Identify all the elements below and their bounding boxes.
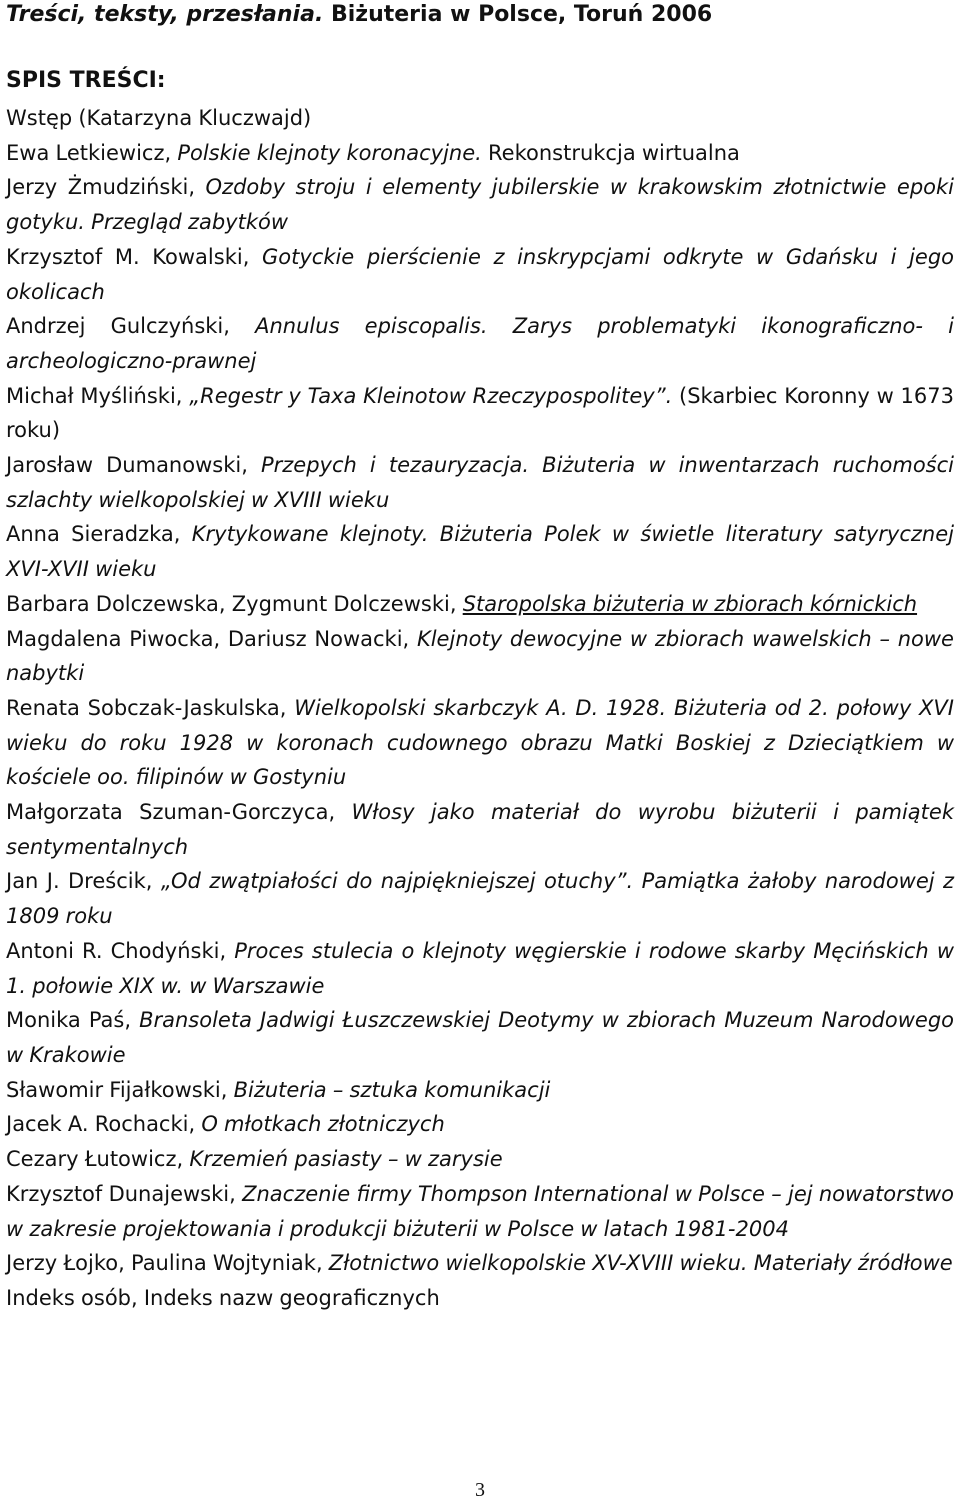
entry-title: Klejnoty dewocyjne w zbiorach wawelskich – nowe nabytki — [6, 626, 954, 686]
entry-title: Wielkopolski skarbczyk A. D. 1928. Biżuteria od 2. połowy XVI wieku do roku 1928 w koronach cudownego obrazu Matki Boskiej z Dzieciątkiem w kościele oo. filipinów w Gostyniu — [6, 695, 954, 790]
entry-title: Przepych i tezauryzacja. Biżuteria w inwentarzach ruchomości szlachty wielkopolskiej w XVIII wieku — [6, 453, 954, 512]
entry-author: Barbara Dolczewska, Zygmunt Dolczewski, — [6, 591, 463, 616]
entry-author: Andrzej Gulczyński, — [6, 314, 256, 339]
toc-entry — [6, 1107, 954, 1142]
toc-entry — [6, 691, 954, 795]
entry-title: Włosy jako materiał do wyrobu biżuterii i pamiątek sentymentalnych — [6, 800, 954, 859]
entry-author: Jarosław Dumanowski, — [6, 453, 261, 478]
entry-author: Jerzy Żmudziński, — [6, 175, 206, 200]
toc-entry — [6, 587, 954, 622]
entry-title: Staropolska biżuteria w zbiorach kórnickich — [462, 591, 918, 616]
entry-author: Jan J. Dreścik, — [6, 869, 161, 894]
entry-author: Renata Sobczak-Jaskulska, — [6, 695, 295, 720]
entry-author: Anna Sieradzka, — [6, 522, 192, 547]
toc-entry — [6, 170, 954, 239]
toc-entry — [6, 934, 954, 1003]
entry-author: Michał Myśliński, — [6, 383, 190, 408]
entry-author: Krzysztof Dunajewski, — [6, 1181, 243, 1206]
toc-entry — [6, 795, 954, 864]
toc-entry — [6, 240, 954, 309]
entry-title: Proces stulecia o klejnoty węgierskie i rodowe skarby Męcińskich w 1. połowie XIX w. w Warszawie — [6, 938, 954, 998]
entry-author: Antoni R. Chodyński, — [6, 938, 235, 963]
toc-entry — [6, 1142, 954, 1177]
entry-author: Krzysztof M. Kowalski, — [6, 244, 262, 269]
entry-title: Annulus episcopalis. Zarys problematyki ikonograficzno- i archeologiczno-prawnej — [6, 314, 954, 373]
toc-heading: SPIS TREŚCI: — [6, 68, 166, 93]
entry-author: Małgorzata Szuman-Gorczyca, — [6, 800, 352, 825]
book-header — [6, 0, 712, 30]
entry-title: „Regestr y Taxa Kleinotow Rzeczypospolitey”. — [189, 383, 673, 408]
toc-entry — [6, 517, 954, 586]
page-number: 3 — [475, 1479, 485, 1501]
entry-title: Krytykowane klejnoty. Biżuteria Polek w świetle literatury satyrycznej XVI-XVII wieku — [6, 522, 954, 582]
entry-author: Jerzy Łojko, Paulina Wojtyniak, — [6, 1251, 329, 1276]
entry-title: Złotnictwo wielkopolskie XV-XVIII wieku. Materiały źródłowe — [328, 1251, 953, 1276]
toc-entry — [6, 1177, 954, 1246]
toc-entry — [6, 1281, 954, 1316]
entry-title: Krzemień pasiasty – w zarysie — [189, 1147, 503, 1172]
header-italic-part: Treści, teksty, przesłania. — [6, 2, 324, 27]
toc-entry — [6, 379, 954, 448]
entry-rest: (Skarbiec Koronny w 1673 roku) — [6, 383, 954, 443]
entry-title: Bransoleta Jadwigi Łuszczewskiej Deotymy w zbiorach Muzeum Narodowego w Krakowie — [6, 1008, 954, 1067]
entry-title: Polskie klejnoty koronacyjne. — [177, 140, 482, 165]
entry-rest: Rekonstrukcja wirtualna — [481, 140, 740, 165]
entry-author: Magdalena Piwocka, Dariusz Nowacki, — [6, 626, 417, 651]
entry-title: Biżuteria – sztuka komunikacji — [233, 1077, 551, 1102]
entry-author: Monika Paś, — [6, 1008, 140, 1033]
entry-author: Ewa Letkiewicz, — [6, 140, 178, 165]
entry-author: Cezary Łutowicz, — [6, 1147, 190, 1172]
entry-author: Wstęp (Katarzyna Kluczwajd) — [6, 106, 312, 130]
toc-entry — [6, 448, 954, 517]
entry-author: Jacek A. Rochacki, — [6, 1112, 202, 1137]
entry-title: Ozdoby stroju i elementy jubilerskie w krakowskim złotnictwie epoki gotyku. Przegląd zabytków — [6, 175, 954, 235]
toc-entry — [6, 1246, 954, 1281]
entry-title: Znaczenie firmy Thompson International w Polsce – jej nowatorstwo w zakresie projektowania i produkcji biżuterii w Polsce w latach 1981-2004 — [6, 1181, 954, 1241]
toc-entry — [6, 1073, 954, 1108]
toc-entry — [6, 136, 954, 171]
entry-author: Indeks osób, Indeks nazw geograficznych — [6, 1285, 440, 1310]
entry-author: Sławomir Fijałkowski, — [6, 1077, 234, 1102]
toc-entry — [6, 309, 954, 378]
toc-entry — [6, 1003, 954, 1072]
header-regular-part: Biżuteria w Polsce, Toruń 2006 — [323, 2, 713, 27]
entry-title: „Od zwątpiałości do najpiękniejszej otuchy”. Pamiątka żałoby narodowej z 1809 roku — [6, 869, 955, 929]
toc-entry — [6, 864, 954, 933]
entry-title: O młotkach złotniczych — [201, 1112, 445, 1137]
toc-entry — [6, 101, 954, 136]
toc-entry — [6, 622, 954, 691]
entry-title: Gotyckie pierścienie z inskrypcjami odkryte w Gdańsku i jego okolicach — [6, 244, 954, 304]
toc-list — [6, 101, 954, 1316]
